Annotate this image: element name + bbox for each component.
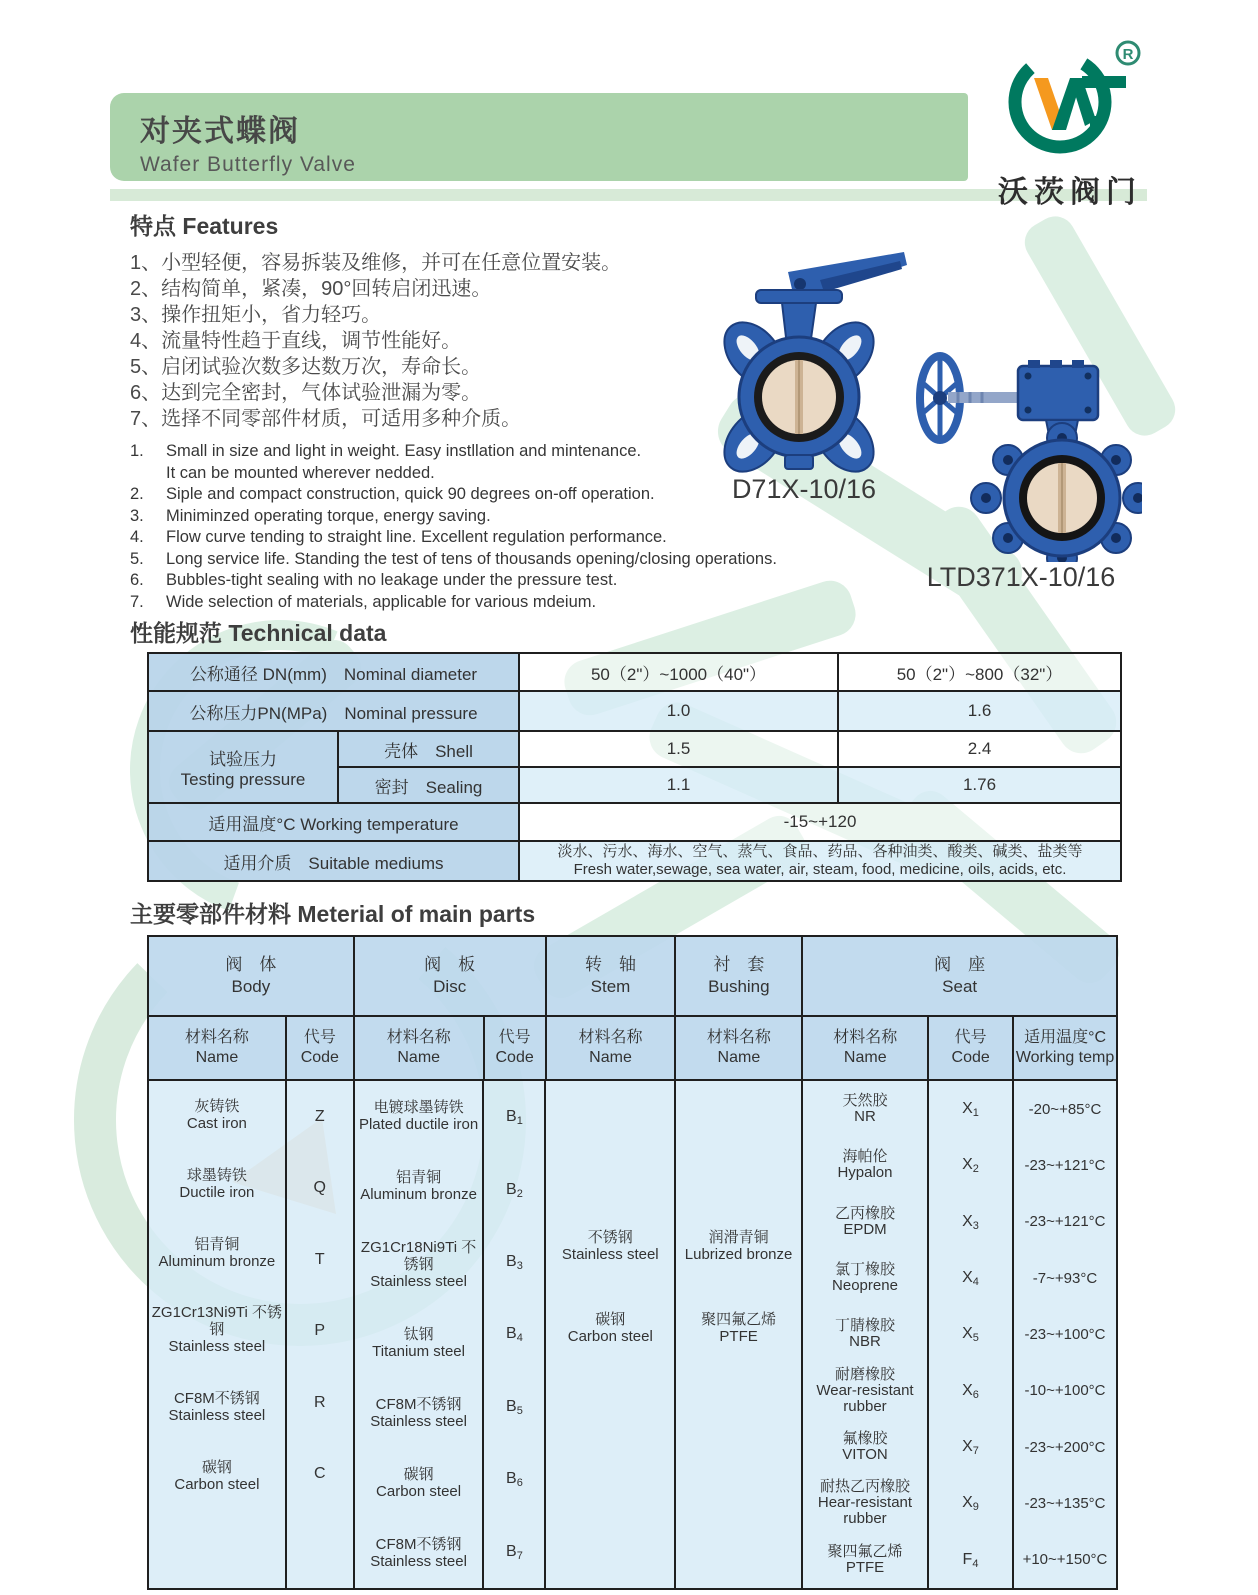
feature-number: 3. xyxy=(130,506,144,525)
col-label-en: Code xyxy=(951,1049,990,1066)
feature-item-cn: 4、流量特性趋于直线，调节性能好。 xyxy=(130,330,462,352)
seat-name: 聚四氟乙烯 PTFE xyxy=(803,1532,929,1588)
material-code: B6 xyxy=(506,1470,523,1490)
material-entry: 碳钢 Carbon steel xyxy=(376,1466,462,1500)
feature-number: 6. xyxy=(130,571,144,589)
seat-working-temp: -23~+121°C xyxy=(1024,1156,1106,1174)
svg-text:R: R xyxy=(1122,46,1134,63)
tech-row-nominal-pressure xyxy=(148,691,1121,731)
seat-row xyxy=(803,1532,1116,1588)
tech-value-sealing-16: 1.76 xyxy=(838,767,1121,803)
model-label-d71x: D71X-10/16 xyxy=(731,474,877,504)
tech-value-pn-16: 1.6 xyxy=(838,691,1121,731)
seat-working-temp: -23~+100°C xyxy=(1024,1325,1106,1343)
material-code: B4 xyxy=(506,1325,523,1345)
seat-row xyxy=(803,1081,1116,1137)
tech-value-medium-cn: 淡水、污水、海水、空气、蒸气、食品、药品、各种油类、酸类、碱类、盐类等 xyxy=(557,843,1083,860)
feature-text: Flow curve tending to straight line. Excellent regulation performance. xyxy=(166,528,667,546)
seat-row xyxy=(803,1250,1116,1306)
col-body-code xyxy=(287,1017,355,1079)
feature-number xyxy=(130,463,166,485)
technical-data-table xyxy=(147,652,1122,882)
tech-value-medium-en: Fresh water,sewage, sea water, air, steam, food, medicine, oils, acids, etc. xyxy=(573,861,1067,878)
seat-code: X9 xyxy=(929,1475,1014,1531)
group-body-cn: 阀 体 xyxy=(225,955,277,974)
seat-columns xyxy=(803,1081,1116,1588)
material-entry: CF8M不锈钢 Stainless steel xyxy=(168,1389,266,1424)
tech-label-testing-pressure-en: Testing pressure xyxy=(180,769,306,789)
material-entry: 不锈钢 Stainless steel xyxy=(561,1229,659,1263)
col-label-en: Working temp xyxy=(1015,1049,1115,1066)
col-label-en: Code xyxy=(300,1049,339,1066)
brand-logo xyxy=(982,38,1158,211)
seat-name: 丁腈橡胶 NBR xyxy=(803,1306,929,1362)
material-code: B2 xyxy=(506,1180,523,1200)
group-disc-en: Disc xyxy=(433,977,467,996)
col-disc-name xyxy=(355,1017,485,1079)
material-code: B3 xyxy=(506,1253,523,1273)
seat-working-temp: +10~+150°C xyxy=(1022,1551,1108,1569)
group-disc-cn: 阀 板 xyxy=(424,955,476,974)
col-label-en: Name xyxy=(717,1049,761,1066)
col-working-temp xyxy=(1014,1017,1116,1079)
feature-item-cn: 3、操作扭矩小，省力轻巧。 xyxy=(130,304,382,326)
group-stem-en: Stem xyxy=(590,977,631,996)
material-code: B1 xyxy=(506,1108,523,1128)
col-label-cn: 材料名称 xyxy=(386,1029,451,1046)
material-entry: 碳钢 Carbon steel xyxy=(174,1458,260,1493)
feature-item-en xyxy=(130,592,830,614)
col-seat-name xyxy=(803,1017,929,1079)
materials-table xyxy=(147,935,1118,1590)
feature-text: Long service life. Standing the test of tens of thousands opening/closing operations. xyxy=(166,549,777,568)
group-seat xyxy=(803,937,1116,1015)
seat-code: F4 xyxy=(929,1532,1014,1588)
tech-value-medium xyxy=(519,841,1121,881)
seat-name: 氯丁橡胶 Neoprene xyxy=(803,1250,929,1306)
material-entry: ZG1Cr13Ni9Ti 不锈钢 Stainless steel xyxy=(151,1304,283,1356)
col-bushing-name xyxy=(676,1017,803,1079)
tech-label-testing-pressure xyxy=(148,731,338,803)
material-entry: 碳钢 Carbon steel xyxy=(567,1311,653,1345)
tech-label-pn: 公称压力PN(MPa) Nominal pressure xyxy=(148,691,519,731)
col-label-cn: 代号 xyxy=(498,1029,531,1046)
col-seat-code xyxy=(929,1017,1014,1079)
feature-number: 2. xyxy=(130,485,144,503)
body-name-column xyxy=(149,1081,287,1588)
tech-value-temp: -15~+120 xyxy=(519,803,1121,841)
material-entry: 聚四氟乙烯 PTFE xyxy=(701,1311,777,1345)
lug-valve-photo xyxy=(900,318,1142,562)
group-seat-cn: 阀 座 xyxy=(934,955,986,974)
disc-name-column xyxy=(355,1081,485,1588)
group-seat-en: Seat xyxy=(942,977,978,996)
material-code: R xyxy=(313,1393,326,1411)
material-entry: 铝青铜 Aluminum bronze xyxy=(158,1235,276,1270)
feature-text: Siple and compact construction, quick 90 degrees on-off operation. xyxy=(166,485,655,503)
col-label-en: Name xyxy=(195,1049,239,1066)
body-code-column xyxy=(287,1081,355,1588)
seat-working-temp: -10~+100°C xyxy=(1024,1382,1106,1400)
materials-section-title: 主要零部件材料 Meterial of main parts xyxy=(130,901,536,927)
seat-row xyxy=(803,1194,1116,1250)
group-bushing xyxy=(676,937,803,1015)
feature-item-cn: 5、启闭试验次数多达数万次，寿命长。 xyxy=(130,356,482,378)
tech-value-dn-pn10: 50（2"）~1000（40"） xyxy=(519,653,838,691)
page-title: 对夹式蝶阀 xyxy=(140,115,300,148)
seat-name: 海帕伦 Hypalon xyxy=(803,1137,929,1193)
feature-item-en xyxy=(130,506,830,528)
tech-row-nominal-diameter xyxy=(148,653,1121,691)
seat-code: X1 xyxy=(929,1081,1014,1137)
seat-code: X7 xyxy=(929,1419,1014,1475)
material-entry: ZG1Cr18Ni9Ti 不锈钢 Stainless steel xyxy=(360,1239,477,1290)
tech-label-shell: 壳体 Shell xyxy=(338,731,519,767)
col-disc-code xyxy=(485,1017,547,1079)
material-entry: 灰铸铁 Cast iron xyxy=(186,1098,247,1133)
seat-name: 氟橡胶 VITON xyxy=(803,1419,929,1475)
col-body-name xyxy=(149,1017,287,1079)
seat-code: X4 xyxy=(929,1250,1014,1306)
feature-text: Wide selection of materials, applicable for various mdeium. xyxy=(166,592,597,611)
seat-row xyxy=(803,1475,1116,1531)
group-bushing-cn: 衬 套 xyxy=(713,955,765,974)
group-disc xyxy=(355,937,547,1015)
material-code: C xyxy=(313,1465,326,1483)
seat-name: 天然胶 NR xyxy=(803,1081,929,1137)
tech-label-sealing: 密封 Sealing xyxy=(338,767,519,803)
col-stem-name xyxy=(547,1017,677,1079)
tech-row-suitable-mediums xyxy=(148,841,1121,881)
seat-name: 乙丙橡胶 EPDM xyxy=(803,1194,929,1250)
seat-working-temp: -7~+93°C xyxy=(1032,1269,1098,1287)
feature-item-en xyxy=(130,549,830,571)
feature-item-cn: 2、结构简单，紧凑，90°回转启闭迅速。 xyxy=(130,278,492,300)
wafer-valve-photo xyxy=(698,250,910,478)
seat-name: 耐热乙丙橡胶 Hear-resistant rubber xyxy=(803,1475,929,1531)
col-label-en: Name xyxy=(843,1049,887,1066)
seat-row xyxy=(803,1419,1116,1475)
feature-item-cn: 6、达到完全密封，气体试验泄漏为零。 xyxy=(130,382,482,404)
material-entry: 钛钢 Titanium steel xyxy=(372,1326,465,1360)
feature-text: Bubbles-tight sealing with no leakage under the pressure test. xyxy=(166,571,618,589)
col-label-cn: 代号 xyxy=(303,1029,336,1046)
technical-section-title: 性能规范 Technical data xyxy=(130,620,387,646)
features-title: 特点 Features xyxy=(130,213,279,239)
seat-row xyxy=(803,1137,1116,1193)
brand-name: 沃茨阀门 xyxy=(998,176,1142,209)
group-stem-cn: 转 轴 xyxy=(585,955,636,974)
seat-working-temp: -23~+200°C xyxy=(1024,1438,1106,1456)
tech-value-pn-10: 1.0 xyxy=(519,691,838,731)
feature-number: 4. xyxy=(130,528,144,546)
material-entry: 铝青铜 Aluminum bronze xyxy=(360,1169,477,1203)
feature-text: Miniminzed operating torque, energy saving. xyxy=(166,506,491,525)
feature-item-en xyxy=(130,527,830,549)
material-entry: 润滑青铜 Lubrized bronze xyxy=(684,1229,793,1263)
tech-row-working-temperature xyxy=(148,803,1121,841)
material-code: B5 xyxy=(506,1397,523,1417)
feature-item-en xyxy=(130,570,830,592)
seat-code: X6 xyxy=(929,1363,1014,1419)
material-entry: 电镀球墨铸铁 Plated ductile iron xyxy=(358,1099,479,1133)
materials-group-header xyxy=(149,937,1116,1017)
group-bushing-en: Bushing xyxy=(708,977,770,996)
seat-row xyxy=(803,1363,1116,1419)
tech-label-testing-pressure-cn: 试验压力 xyxy=(209,749,277,769)
tech-row-shell-test xyxy=(148,731,1121,767)
material-entry: CF8M不锈钢 Stainless steel xyxy=(370,1396,467,1430)
feature-item-cn: 1、小型轻便，容易拆装及维修，并可在任意位置安装。 xyxy=(130,252,622,274)
group-stem xyxy=(547,937,677,1015)
seat-name: 耐磨橡胶 Wear-resistant rubber xyxy=(803,1363,929,1419)
material-entry: 球墨铸铁 Ductile iron xyxy=(179,1166,255,1201)
col-label-cn: 代号 xyxy=(954,1029,987,1046)
material-code: P xyxy=(314,1322,326,1340)
material-entry: CF8M不锈钢 Stainless steel xyxy=(370,1536,467,1570)
feature-item-cn: 7、选择不同零部件材质，可适用多种介质。 xyxy=(130,408,522,430)
seat-code: X2 xyxy=(929,1137,1014,1193)
tech-value-sealing-10: 1.1 xyxy=(519,767,838,803)
seat-code: X5 xyxy=(929,1306,1014,1362)
seat-row xyxy=(803,1306,1116,1362)
disc-code-column xyxy=(484,1081,546,1588)
tech-value-shell-16: 2.4 xyxy=(838,731,1121,767)
header-banner xyxy=(110,93,968,181)
seat-code: X3 xyxy=(929,1194,1014,1250)
tech-label-dn: 公称通径 DN(mm) Nominal diameter xyxy=(148,653,519,691)
seat-working-temp: -23~+121°C xyxy=(1024,1213,1106,1231)
material-code: Q xyxy=(313,1179,326,1197)
group-body xyxy=(149,937,355,1015)
model-label-ltd371x: LTD371X-10/16 xyxy=(926,562,1116,592)
col-label-cn: 适用温度°C xyxy=(1024,1029,1107,1046)
tech-label-temp: 适用温度°C Working temperature xyxy=(148,803,519,841)
feature-text: Small in size and light in weight. Easy instllation and mintenance. xyxy=(166,442,642,460)
material-code: Z xyxy=(314,1107,325,1125)
seat-working-temp: -20~+85°C xyxy=(1028,1100,1102,1118)
materials-column-header xyxy=(149,1017,1116,1081)
materials-body xyxy=(149,1081,1116,1588)
feature-number: 7. xyxy=(130,592,144,611)
material-code: T xyxy=(314,1250,325,1268)
page-subtitle: Wafer Butterfly Valve xyxy=(140,153,356,176)
col-label-cn: 材料名称 xyxy=(184,1029,249,1046)
col-label-cn: 材料名称 xyxy=(578,1029,643,1046)
brand-logo-icon xyxy=(990,38,1150,162)
col-label-en: Name xyxy=(589,1049,632,1066)
feature-number: 1. xyxy=(130,442,144,460)
material-code: B7 xyxy=(506,1542,523,1562)
col-label-cn: 材料名称 xyxy=(706,1029,771,1046)
bushing-name-column xyxy=(676,1081,803,1588)
group-body-en: Body xyxy=(231,977,271,996)
col-label-en: Name xyxy=(397,1049,441,1066)
col-label-en: Code xyxy=(495,1049,534,1066)
tech-label-medium: 适用介质 Suitable mediums xyxy=(148,841,519,881)
col-label-cn: 材料名称 xyxy=(833,1029,898,1046)
seat-working-temp: -23~+135°C xyxy=(1024,1494,1106,1512)
feature-text: It can be mounted wherever nedded. xyxy=(166,463,435,482)
stem-name-column xyxy=(546,1081,676,1588)
tech-value-shell-10: 1.5 xyxy=(519,731,838,767)
tech-value-dn-pn16: 50（2"）~800（32"） xyxy=(838,653,1121,691)
feature-number: 5. xyxy=(130,549,144,568)
